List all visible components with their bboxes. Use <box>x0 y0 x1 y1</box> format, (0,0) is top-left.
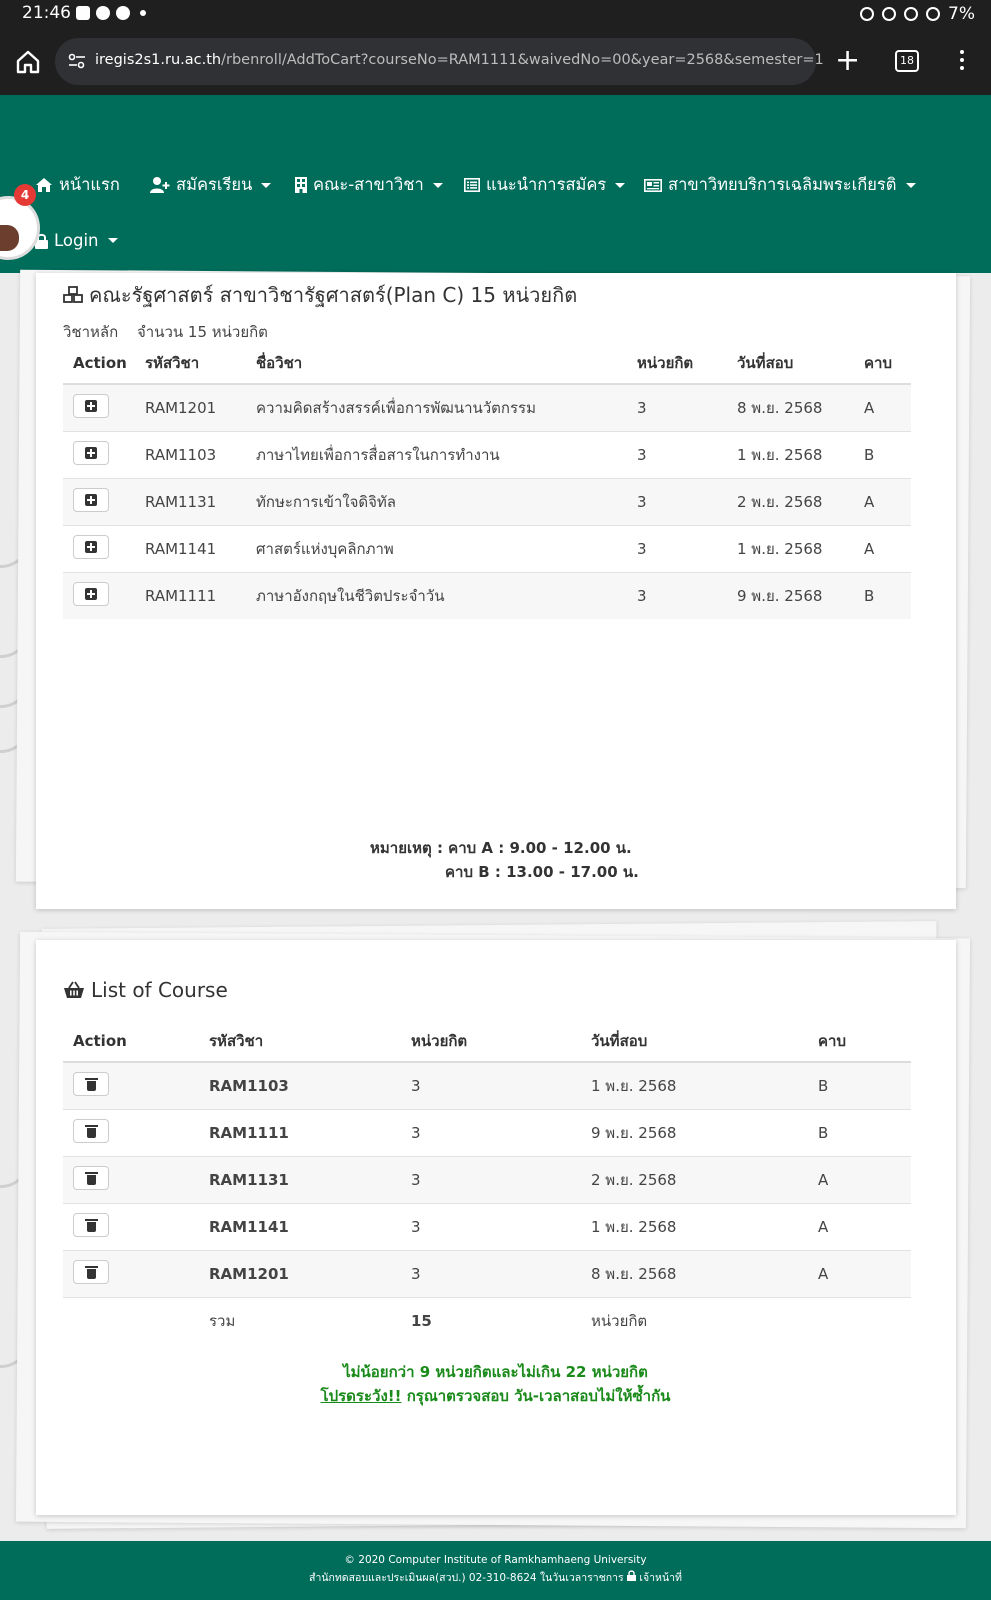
course-name: ทักษะการเข้าใจดิจิทัล <box>256 479 637 526</box>
course-credits: 3 <box>637 432 737 479</box>
table-header-row <box>63 1021 911 1062</box>
remove-course-button[interactable] <box>73 1119 109 1143</box>
course-code: RAM1131 <box>145 479 256 526</box>
add-course-button[interactable] <box>73 488 109 512</box>
url-host: iregis2s1.ru.ac.th <box>95 52 222 68</box>
plus-square-icon <box>85 447 97 459</box>
course-credits: 3 <box>637 384 737 432</box>
cart-course-credits: 3 <box>411 1110 591 1157</box>
mascot-image <box>0 225 19 251</box>
cart-course-exam-date: 1 พ.ย. 2568 <box>591 1204 818 1251</box>
table-row <box>63 1062 911 1110</box>
col-credits: หน่วยกิต <box>637 343 737 384</box>
nav-guide-label: แนะนำการสมัคร <box>486 175 607 194</box>
lock-icon <box>627 1570 636 1581</box>
course-name: ศาสตร์แห่งบุคลิกภาพ <box>256 526 637 573</box>
cart-title-text: List of Course <box>91 978 228 1002</box>
table-header-row <box>63 343 911 384</box>
footer-copyright: © 2020 Computer Institute of Ramkhamhaeng University <box>344 1554 647 1566</box>
col-period: คาบ <box>818 1021 911 1062</box>
remove-course-button[interactable] <box>73 1260 109 1284</box>
table-row <box>63 1251 911 1298</box>
course-name: ภาษาไทยเพื่อการสื่อสารในการทำงาน <box>256 432 637 479</box>
mute-icon <box>882 7 896 21</box>
site-footer <box>0 1541 991 1600</box>
cart-course-exam-date: 9 พ.ย. 2568 <box>591 1110 818 1157</box>
cart-card <box>36 940 956 1515</box>
cart-course-period: A <box>818 1251 911 1298</box>
course-code: RAM1103 <box>145 432 256 479</box>
course-exam-date: 8 พ.ย. 2568 <box>737 384 864 432</box>
new-tab-icon[interactable]: + <box>835 43 861 78</box>
course-exam-date: 9 พ.ย. 2568 <box>737 573 864 620</box>
tab-switcher-button[interactable]: 18 <box>895 50 919 72</box>
chevron-down-icon <box>615 183 625 188</box>
table-row <box>63 573 911 620</box>
col-code: รหัสวิชา <box>145 343 256 384</box>
course-period: B <box>864 573 911 620</box>
cart-course-code: RAM1103 <box>209 1062 411 1110</box>
course-list-title <box>63 279 577 311</box>
cart-course-exam-date: 8 พ.ย. 2568 <box>591 1251 818 1298</box>
remove-course-button[interactable] <box>73 1166 109 1190</box>
remove-course-button[interactable] <box>73 1213 109 1237</box>
selected-courses-table <box>63 1021 911 1344</box>
plus-square-icon <box>85 588 97 600</box>
chevron-down-icon <box>906 183 916 188</box>
trash-icon <box>86 1266 97 1279</box>
nav-login-label: Login <box>54 231 99 250</box>
nav-special-branch-label: สาขาวิทยบริการเฉลิมพระเกียรติ <box>668 175 897 194</box>
nav-login[interactable] <box>35 231 118 250</box>
home-icon[interactable] <box>14 48 42 76</box>
plus-square-icon <box>85 400 97 412</box>
alarm-icon <box>860 7 874 21</box>
staff-login-link[interactable] <box>627 1572 682 1584</box>
newspaper-icon <box>644 179 662 192</box>
course-period: B <box>864 432 911 479</box>
nav-guide[interactable] <box>464 172 625 198</box>
course-credits: 3 <box>637 479 737 526</box>
notification-icons <box>76 6 146 20</box>
cart-course-credits: 3 <box>411 1157 591 1204</box>
nav-faculty[interactable] <box>295 172 443 198</box>
table-row <box>63 432 911 479</box>
cart-course-code: RAM1201 <box>209 1251 411 1298</box>
battery-level: 7% <box>948 4 975 24</box>
table-row <box>63 1110 911 1157</box>
col-credits: หน่วยกิต <box>411 1021 591 1062</box>
add-course-button[interactable] <box>73 582 109 606</box>
subtitle-count: จำนวน 15 หน่วยกิต <box>136 323 268 341</box>
trash-icon <box>86 1219 97 1232</box>
chevron-down-icon <box>261 183 271 188</box>
building-icon <box>295 177 307 193</box>
period-note-line1: หมายเหตุ : คาบ A : 9.00 - 12.00 น. <box>370 839 632 857</box>
cart-course-period: A <box>818 1204 911 1251</box>
nav-home-label: หน้าแรก <box>59 175 120 194</box>
course-exam-date: 1 พ.ย. 2568 <box>737 432 864 479</box>
col-name: ชื่อวิชา <box>256 343 637 384</box>
credit-limit-warning: ไม่น้อยกว่า 9 หน่วยกิตและไม่เกิน 22 หน่วยกิต <box>343 1363 648 1381</box>
site-settings-icon[interactable] <box>67 51 87 71</box>
course-code: RAM1111 <box>145 573 256 620</box>
gallery-icon <box>76 6 90 20</box>
course-period: A <box>864 526 911 573</box>
notification-badge: 4 <box>14 184 36 206</box>
address-bar[interactable] <box>55 38 824 85</box>
site-navbar <box>0 95 991 273</box>
cart-course-period: B <box>818 1110 911 1157</box>
chevron-down-icon <box>108 238 118 243</box>
course-code: RAM1201 <box>145 384 256 432</box>
shopping-basket-icon <box>63 981 85 999</box>
cart-course-exam-date: 1 พ.ย. 2568 <box>591 1062 818 1110</box>
cart-course-period: A <box>818 1157 911 1204</box>
col-action: Action <box>63 343 145 384</box>
table-row <box>63 1157 911 1204</box>
line-app-icon <box>96 6 110 20</box>
total-label: รวม <box>209 1298 411 1345</box>
col-exam-date: วันที่สอบ <box>737 343 864 384</box>
course-exam-date: 2 พ.ย. 2568 <box>737 479 864 526</box>
total-unit: หน่วยกิต <box>591 1298 818 1345</box>
course-exam-date: 1 พ.ย. 2568 <box>737 526 864 573</box>
course-period: A <box>864 384 911 432</box>
period-note-line2: คาบ B : 13.00 - 17.00 น. <box>445 863 639 881</box>
course-name: ภาษาอังกฤษในชีวิตประจำวัน <box>256 573 637 620</box>
course-code: RAM1141 <box>145 526 256 573</box>
more-menu-icon[interactable] <box>960 50 964 74</box>
add-course-button[interactable] <box>73 394 109 418</box>
table-row <box>63 479 911 526</box>
caution-text: โปรดระวัง!! <box>320 1387 402 1405</box>
signal-icon <box>926 7 940 21</box>
add-course-button[interactable] <box>73 535 109 559</box>
cart-course-exam-date: 2 พ.ย. 2568 <box>591 1157 818 1204</box>
browser-toolbar <box>0 28 991 95</box>
nav-register-label: สมัครเรียน <box>176 175 253 194</box>
cart-course-code: RAM1131 <box>209 1157 411 1204</box>
nav-special-branch[interactable] <box>644 172 916 198</box>
nav-register[interactable] <box>150 172 271 198</box>
cart-course-credits: 3 <box>411 1062 591 1110</box>
cart-course-code: RAM1111 <box>209 1110 411 1157</box>
total-credits: 15 <box>411 1298 591 1345</box>
table-row <box>63 1204 911 1251</box>
cubes-icon <box>63 286 83 304</box>
user-plus-icon <box>150 177 170 193</box>
home-icon <box>35 177 53 193</box>
table-row <box>63 526 911 573</box>
col-exam-date: วันที่สอบ <box>591 1021 818 1062</box>
trash-icon <box>86 1172 97 1185</box>
trash-icon <box>86 1078 97 1091</box>
add-course-button[interactable] <box>73 441 109 465</box>
course-list-title-text: คณะรัฐศาสตร์ สาขาวิชารัฐศาสตร์(Plan C) 15 หน่วยกิต <box>89 283 578 307</box>
course-credits: 3 <box>637 573 737 620</box>
course-list-card <box>36 273 956 909</box>
footer-contact-text: สำนักทดสอบและประเมินผล(สวป.) 02-310-8624 ในวันเวลาราชการ <box>309 1572 624 1584</box>
col-action: Action <box>63 1021 209 1062</box>
total-row <box>63 1298 911 1345</box>
col-period: คาบ <box>864 343 911 384</box>
status-time: 21:46 <box>22 3 71 23</box>
cart-course-period: B <box>818 1062 911 1110</box>
status-bar <box>0 0 991 28</box>
cart-course-credits: 3 <box>411 1251 591 1298</box>
exam-overlap-text: กรุณาตรวจสอบ วัน-เวลาสอบไม่ให้ซ้ำกัน <box>406 1387 671 1405</box>
cart-course-code: RAM1141 <box>209 1204 411 1251</box>
list-alt-icon <box>464 178 480 192</box>
table-row <box>63 384 911 432</box>
subtitle-label: วิชาหลัก <box>63 323 119 341</box>
cart-course-credits: 3 <box>411 1204 591 1251</box>
course-period: A <box>864 479 911 526</box>
more-notifications-icon <box>140 10 146 16</box>
staff-login-label: เจ้าหน้าที่ <box>639 1572 682 1584</box>
system-icons <box>860 4 975 24</box>
course-name: ความคิดสร้างสรรค์เพื่อการพัฒนานวัตกรรม <box>256 384 637 432</box>
chevron-down-icon <box>433 183 443 188</box>
cart-title <box>63 978 228 1002</box>
exam-overlap-warning <box>0 1384 991 1408</box>
remove-course-button[interactable] <box>73 1072 109 1096</box>
nav-home[interactable] <box>35 172 120 198</box>
plus-square-icon <box>85 494 97 506</box>
plus-square-icon <box>85 541 97 553</box>
url-text[interactable] <box>95 52 824 68</box>
trash-icon <box>86 1125 97 1138</box>
nav-faculty-label: คณะ-สาขาวิชา <box>313 175 424 194</box>
available-courses-table <box>63 343 911 619</box>
course-list-subtitle <box>63 320 268 344</box>
footer-contact <box>0 1569 991 1586</box>
url-path: /rbenroll/AddToCart?courseNo=RAM1111&waivedNo=00&year=2568&semester=1 <box>221 52 824 68</box>
course-credits: 3 <box>637 526 737 573</box>
messenger-icon <box>116 6 130 20</box>
col-code: รหัสวิชา <box>209 1021 411 1062</box>
wifi-icon <box>904 7 918 21</box>
